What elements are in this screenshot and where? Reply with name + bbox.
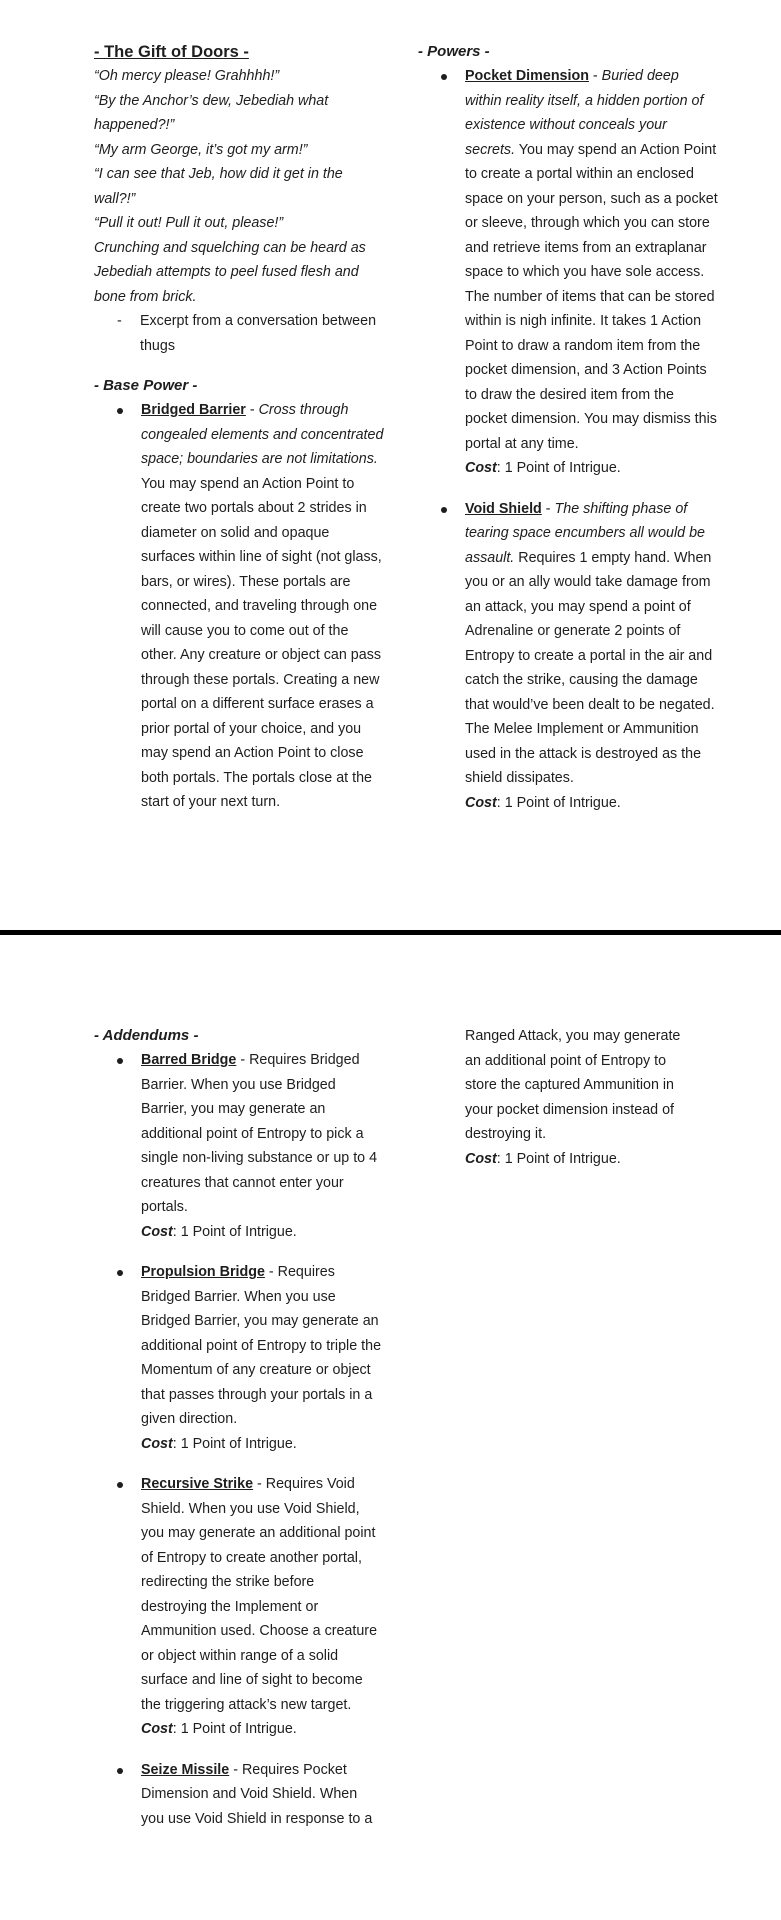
- list-item: [94, 1472, 384, 1742]
- addendum-name: Propulsion Bridge: [141, 1264, 265, 1280]
- continued-text: Ranged Attack, you may generate an additional point of Entropy to store the captured Ammunition in your pocket dimension instead of destroying it.: [465, 1028, 681, 1142]
- addendum-separator: -: [229, 1761, 242, 1778]
- list-item: [418, 64, 718, 481]
- cost-value: : 1 Point of Intrigue.: [496, 1150, 621, 1167]
- page-divider: [0, 930, 781, 935]
- cost-value: : 1 Point of Intrigue.: [172, 1223, 297, 1240]
- bullet-icon: [117, 1482, 123, 1488]
- power-name: Bridged Barrier: [141, 402, 246, 418]
- addendums-list: [94, 1048, 384, 1831]
- base-power-heading: - Base Power -: [94, 377, 198, 394]
- cost-value: : 1 Point of Intrigue.: [172, 1721, 297, 1737]
- addendum-cost: [141, 1220, 384, 1245]
- power-description: Requires 1 empty hand. When you or an ally would take damage from an attack, you may spend a point of Adrenaline or generate 2 points of Entropy to create a portal in the air and catch the strike, causing the damage that would’ve been dealt to be negated. The Melee Implement or Ammunition used in the attack is destroyed as the shield dissipates.: [465, 549, 715, 786]
- bullet-icon: [117, 1058, 123, 1064]
- cost-value: : 1 Point of Intrigue.: [172, 1435, 297, 1452]
- addendum-name: Recursive Strike: [141, 1476, 254, 1492]
- power-separator: -: [541, 500, 555, 517]
- epigraph-line: “Oh mercy please! Grahhhh!”: [94, 68, 280, 84]
- powers-list: [418, 64, 718, 815]
- powers-heading: - Powers -: [418, 43, 490, 60]
- power-separator: -: [588, 68, 602, 84]
- cost-value: : 1 Point of Intrigue.: [496, 460, 621, 476]
- page-title: - The Gift of Doors -: [94, 43, 249, 61]
- cost-value: : 1 Point of Intrigue.: [496, 794, 621, 811]
- cost-label: Cost: [141, 1435, 173, 1452]
- addendum-cost: [141, 1717, 384, 1742]
- bullet-icon: [441, 507, 447, 513]
- bullet-icon: [117, 1768, 123, 1774]
- document-page-1: [0, 0, 781, 930]
- cost-label: Cost: [465, 460, 497, 476]
- cost-label: Cost: [141, 1721, 173, 1737]
- power-cost: [465, 791, 718, 816]
- excerpt-dash: -: [117, 313, 122, 329]
- excerpt-attribution: [117, 309, 384, 358]
- continued-cost: [465, 1147, 700, 1172]
- power-flavor: The shifting phase of tearing space encumbers all would be assault.: [465, 500, 706, 566]
- power-separator: -: [245, 402, 259, 418]
- cost-label: Cost: [465, 794, 497, 811]
- power-flavor: Cross through congealed elements and concentrated space; boundaries are not limitations.: [141, 402, 384, 467]
- epigraph-line: Crunching and squelching can be heard as Jebediah attempts to peel fused flesh and bone from brick.: [94, 239, 366, 305]
- addendum-description: Requires Bridged Barrier. When you use Bridged Barrier, you may generate an additional point of Entropy to triple the Momentum of any creature or object that passes through your portals in a given direction.: [141, 1264, 382, 1427]
- list-item: [94, 1260, 384, 1456]
- power-description: You may spend an Action Point to create two portals about 2 strides in diameter on solid and opaque surfaces within line of sight (not glass, bars, or wires). These portals are connected, and traveling through one will cause you to come out of the other. Any creature or object can pass through these portals. Creating a new portal on a different surface erases a prior portal of your choice, and you may spend an Action Point to close both portals. The portals close at the start of your next turn.: [141, 475, 382, 810]
- left-column: [94, 40, 384, 815]
- epigraph: [94, 64, 384, 358]
- addendums-heading: - Addendums -: [94, 1027, 199, 1044]
- list-item: [418, 497, 718, 816]
- document-page-2: [0, 938, 781, 1920]
- bullet-icon: [117, 408, 123, 414]
- addendum-separator: -: [236, 1052, 250, 1068]
- epigraph-line: “By the Anchor’s dew, Jebediah what happened?!”: [94, 92, 329, 133]
- addendum-description: Requires Void Shield. When you use Void Shield, you may generate an additional point of Entropy to create another portal, redirecting the strike before destroying the Implement or Ammunition used. Choose a creature or object within range of a solid surface and line of sight to become the triggering attack’s new target.: [141, 1476, 378, 1713]
- power-flavor: Buried deep within reality itself, a hidden portion of existence without conceals your secrets.: [465, 68, 704, 158]
- epigraph-line: “I can see that Jeb, how did it get in the wall?!”: [94, 166, 343, 207]
- addendum-name: Seize Missile: [141, 1761, 230, 1778]
- addendum-description: Requires Bridged Barrier. When you use Bridged Barrier, you may generate an additional point of Entropy to pick a single non-living substance or up to 4 creatures that cannot enter your portals.: [141, 1052, 378, 1215]
- power-name: Pocket Dimension: [465, 68, 589, 84]
- power-description: You may spend an Action Point to create a portal within an enclosed space on your person, such as a pocket or sleeve, through which you can store and retrieve items from an extraplanar space to which you have sole access. The number of items that can be stored within is nigh infinite. It takes 1 Action Point to draw a random item from the pocket dimension, and 3 Action Points to draw the desired item from the pocket dimension. You may dismiss this portal at any time.: [465, 141, 718, 452]
- addendum-description: Requires Pocket Dimension and Void Shield. When you use Void Shield in response to a: [141, 1761, 373, 1827]
- bullet-icon: [117, 1270, 123, 1276]
- base-power-list: [94, 398, 384, 815]
- left-column: [94, 1024, 384, 1831]
- epigraph-line: “Pull it out! Pull it out, please!”: [94, 215, 284, 231]
- addendum-name: Barred Bridge: [141, 1052, 237, 1068]
- excerpt-text: Excerpt from a conversation between thugs: [140, 313, 377, 354]
- bullet-icon: [441, 74, 447, 80]
- list-item: [94, 398, 384, 815]
- addendum-separator: -: [264, 1264, 278, 1280]
- addendum-cost: [141, 1432, 384, 1457]
- list-item: [94, 1758, 384, 1832]
- cost-label: Cost: [465, 1150, 497, 1167]
- addendum-separator: -: [253, 1476, 266, 1492]
- power-name: Void Shield: [465, 500, 542, 517]
- right-column: [465, 1024, 700, 1171]
- cost-label: Cost: [141, 1223, 173, 1240]
- list-item: [94, 1048, 384, 1244]
- power-cost: [465, 456, 718, 481]
- epigraph-line: “My arm George, it’s got my arm!”: [94, 141, 308, 158]
- right-column: [418, 40, 718, 815]
